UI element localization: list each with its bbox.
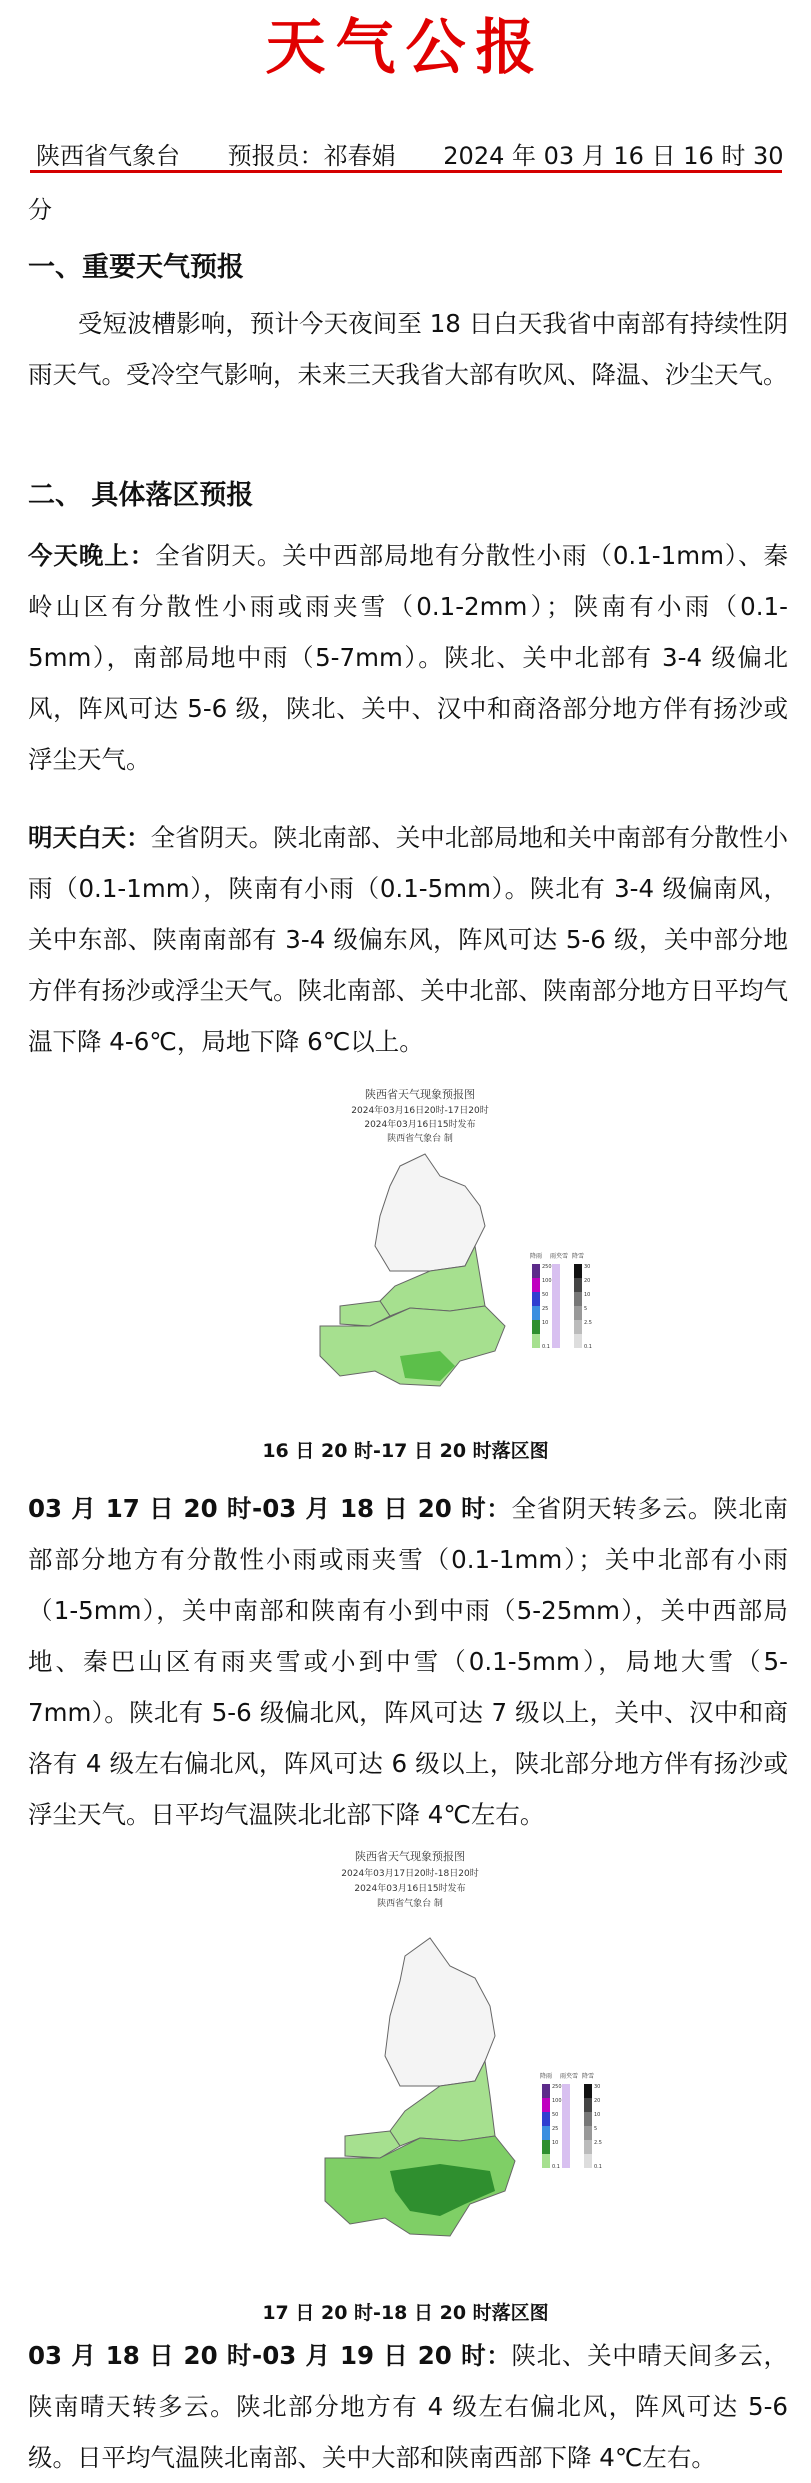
map2-title: 陕西省天气现象预报图 <box>355 1850 465 1863</box>
svg-text:250: 250 <box>552 2084 562 2090</box>
forecast-map-2 <box>290 1846 610 2286</box>
svg-text:5: 5 <box>584 1306 588 1312</box>
bulletin-title: 天气公报 <box>265 13 546 83</box>
map1-issued: 2024年03月16日15时发布 <box>364 1120 476 1130</box>
svg-text:50: 50 <box>542 1292 549 1298</box>
day4-paragraph <box>28 2330 788 2483</box>
day4-label: 03 月 18 日 20 时-03 月 19 日 20 时： <box>28 2341 512 2370</box>
map1-north-region <box>375 1154 485 1271</box>
svg-text:降雪: 降雪 <box>582 2073 595 2080</box>
tomorrow-paragraph <box>28 812 788 1067</box>
issue-datetime-tail: 分 <box>28 196 52 224</box>
svg-text:0.1: 0.1 <box>552 2164 560 2170</box>
day3-paragraph <box>28 1483 788 1840</box>
svg-text:雨夹雪: 雨夹雪 <box>550 1253 569 1260</box>
map2-caption: 17 日 20 时-18 日 20 时落区图 <box>262 2302 549 2324</box>
tonight-label: 今天晚上： <box>28 541 156 570</box>
agency-name: 陕西省气象台 <box>36 142 180 170</box>
section1-text: 受短波槽影响，预计今天夜间至 18 日白天我省中南部有持续性阴雨天气。受冷空气影响，未来三天我省大部有吹风、降温、沙尘天气。 <box>28 309 788 389</box>
svg-text:10: 10 <box>594 2112 601 2118</box>
map1-caption: 16 日 20 时-17 日 20 时落区图 <box>262 1440 549 1462</box>
svg-text:100: 100 <box>542 1278 552 1284</box>
svg-text:2.5: 2.5 <box>594 2140 602 2146</box>
map2-period: 2024年03月17日20时-18日20时 <box>341 1869 479 1879</box>
tomorrow-text: 全省阴天。陕北南部、关中北部局地和关中南部有分散性小雨（0.1-1mm），陕南有小雨（0.1-5mm）。陕北有 3-4 级偏南风，关中东部、陕南南部有 3-4 级偏东风，阵风可达 5-6 级，关中部分地方伴有扬沙或浮尘天气。陕北南部、关中北部、陕南部分地方日平均气温下降 4-6℃，局地下降 6℃以上。 <box>28 823 789 1056</box>
svg-text:0.1: 0.1 <box>584 1344 592 1350</box>
header-divider <box>30 170 782 173</box>
svg-text:雨夹雪: 雨夹雪 <box>560 2073 579 2080</box>
svg-text:5: 5 <box>594 2126 598 2132</box>
forecast-map-1 <box>280 1086 600 1416</box>
header-info-line <box>36 138 786 174</box>
map1-title: 陕西省天气现象预报图 <box>365 1088 475 1101</box>
svg-text:25: 25 <box>542 1306 549 1312</box>
tomorrow-label: 明天白天： <box>28 823 151 852</box>
svg-text:50: 50 <box>552 2112 559 2118</box>
map2-issued: 2024年03月16日15时发布 <box>354 1884 466 1894</box>
svg-text:250: 250 <box>542 1264 552 1270</box>
section1-heading: 一、重要天气预报 <box>28 252 244 283</box>
svg-text:0.1: 0.1 <box>542 1344 550 1350</box>
svg-text:降雨: 降雨 <box>530 1253 543 1260</box>
map1-maker: 陕西省气象台 制 <box>387 1134 453 1144</box>
svg-text:20: 20 <box>594 2098 601 2104</box>
tonight-paragraph <box>28 530 788 785</box>
svg-text:2.5: 2.5 <box>584 1320 592 1326</box>
svg-text:30: 30 <box>584 1264 591 1270</box>
day4-text: 陕北、关中晴天间多云，陕南晴天转多云。陕北部分地方有 4 级左右偏北风，阵风可达 5-6 级。日平均气温陕北南部、关中大部和陕南西部下降 4℃左右。 <box>28 2341 789 2472</box>
issue-datetime: 2024 年 03 月 16 日 16 时 30 <box>443 142 784 170</box>
svg-text:降雪: 降雪 <box>572 1253 585 1260</box>
svg-text:20: 20 <box>584 1278 591 1284</box>
day3-label: 03 月 17 日 20 时-03 月 18 日 20 时： <box>28 1494 512 1523</box>
svg-text:10: 10 <box>552 2140 559 2146</box>
section2-heading: 二、 具体落区预报 <box>28 480 254 511</box>
svg-text:25: 25 <box>552 2126 559 2132</box>
map2-maker: 陕西省气象台 制 <box>377 1899 443 1909</box>
svg-text:0.1: 0.1 <box>594 2164 602 2170</box>
map1-legend <box>530 1252 592 1350</box>
svg-text:10: 10 <box>542 1320 549 1326</box>
forecaster-name: 预报员：祁春娟 <box>227 142 396 170</box>
map1-period: 2024年03月16日20时-17日20时 <box>351 1106 489 1116</box>
map2-legend <box>540 2072 602 2170</box>
tonight-text: 全省阴天。关中西部局地有分散性小雨（0.1-1mm）、秦岭山区有分散性小雨或雨夹雪（0.1-2mm）；陕南有小雨（0.1-5mm），南部局地中雨（5-7mm）。陕北、关中北部有 3-4 级偏北风，阵风可达 5-6 级，陕北、关中、汉中和商洛部分地方伴有扬沙或浮尘天气。 <box>28 541 788 774</box>
map2-north-region <box>385 1938 495 2086</box>
svg-text:10: 10 <box>584 1292 591 1298</box>
svg-text:100: 100 <box>552 2098 562 2104</box>
svg-text:30: 30 <box>594 2084 601 2090</box>
day3-text: 全省阴天转多云。陕北南部部分地方有分散性小雨或雨夹雪（0.1-1mm）；关中北部有小雨（1-5mm），关中南部和陕南有小到中雨（5-25mm），关中西部局地、秦巴山区有雨夹雪或小到中雪（0.1-5mm），局地大雪（5-7mm）。陕北有 5-6 级偏北风，阵风可达 7 级以上，关中、汉中和商洛有 4 级左右偏北风，阵风可达 6 级以上，陕北部分地方伴有扬沙或浮尘天气。日平均气温陕北北部下降 4℃左右。 <box>28 1494 789 1829</box>
svg-text:降雨: 降雨 <box>540 2073 553 2080</box>
